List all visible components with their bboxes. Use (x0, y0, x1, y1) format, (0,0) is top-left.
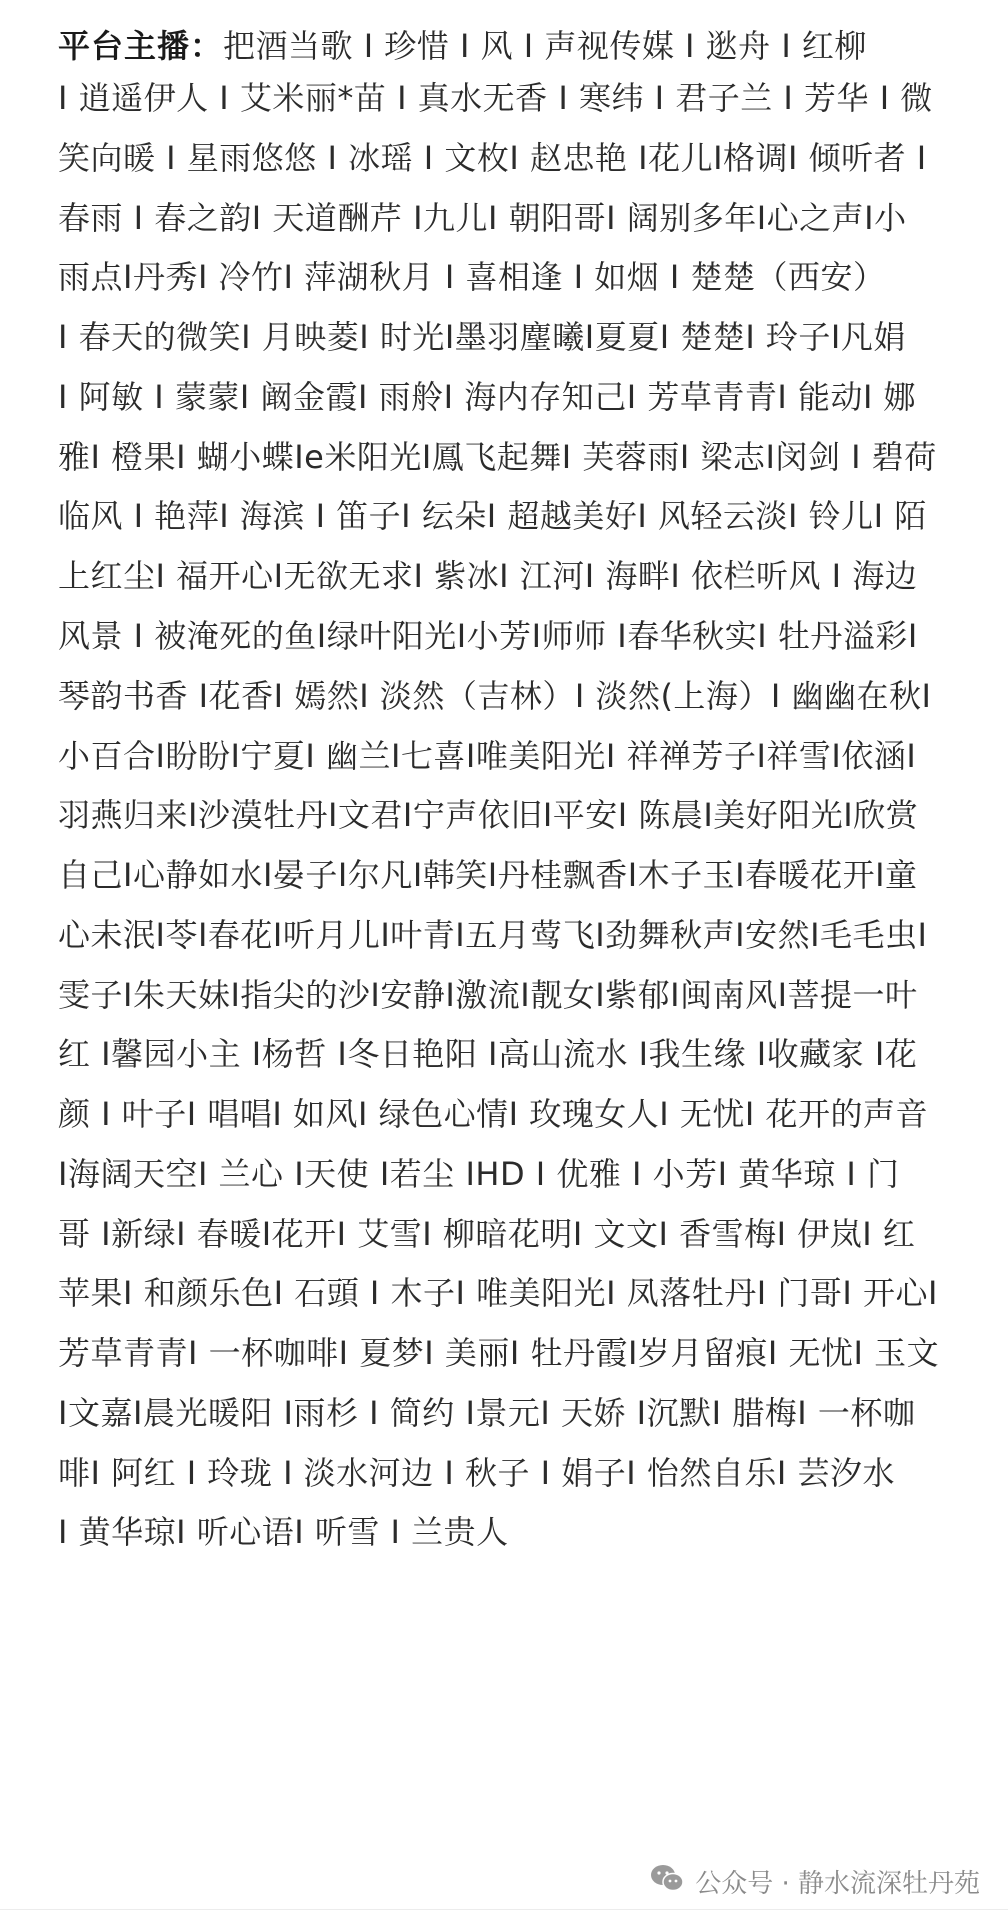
text-line: I海阔天空I 兰心 I天使 I若尘 IHD I 优雅 I 小芳I 黄华琼 I 门 (58, 1155, 900, 1193)
text-line: 琴韵书香 I花香I 嫣然I 淡然（吉林）I 淡然(上海）I 幽幽在秋I (58, 677, 932, 715)
text-line: 临风 I 艳萍I 海滨 I 笛子I 纭朵I 超越美好I 风轻云淡I 铃儿I 陌 (58, 497, 927, 535)
text-line: 啡I 阿红 I 玲珑 I 淡水河边 I 秋子 I 娟子I 怡然自乐I 芸汐水 (58, 1454, 895, 1492)
text-line-1 (58, 21, 867, 71)
wechat-icon (649, 1863, 685, 1900)
watermark-text: 公众号 · 静水流深牡丹苑 (695, 1868, 980, 1899)
text-line: 哥 I新绿I 春暖I花开I 艾雪I 柳暗花明I 文文I 香雪梅I 伊岚I 红 (58, 1215, 916, 1253)
text-line: 雯子I朱天妹I指尖的沙I安静I激流I靓女I紫郁I闽南风I菩提一叶 (58, 976, 918, 1014)
text-line: 颜 I 叶子I 唱唱I 如风I 绿色心情I 玫瑰女人I 无忧I 花开的声音 (58, 1095, 928, 1133)
section-label: 平台主播： (58, 27, 224, 65)
text-line-1-content: 把酒当歌 I 珍惜 I 风 I 声视传媒 I 逖舟 I 红柳 (223, 27, 867, 65)
text-line: I 春天的微笑I 月映菱I 时光I墨羽麈曦I夏夏I 楚楚I 玲子I凡娟 (58, 318, 906, 356)
text-line: 风景 I 被淹死的鱼I绿叶阳光I小芳I师师 I春华秋实I 牡丹溢彩I (58, 617, 918, 655)
text-line: 红 I馨园小主 I杨哲 I冬日艳阳 I高山流水 I我生缘 I收藏家 I花 (58, 1035, 918, 1073)
text-line: 笑向暖 I 星雨悠悠 I 冰瑶 I 文枚I 赵忠艳 I花儿I格调I 倾听者 I (58, 139, 927, 177)
text-line: 自己I心静如水I晏子I尔凡I韩笑I丹桂飘香I木子玉I春暖花开I童 (58, 856, 918, 894)
text-line: 心未泯I苓I春花I听月儿I叶青I五月莺飞I劲舞秋声I安然I毛毛虫I (58, 916, 928, 954)
text-line: 雨点I丹秀I 冷竹I 萍湖秋月 I 喜相逢 I 如烟 I 楚楚（西安） (58, 258, 886, 296)
text-line: I 逍遥伊人 I 艾米丽*苗 I 真水无香 I 寒纬 I 君子兰 I 芳华 I 微 (58, 79, 933, 117)
bottom-divider (0, 1909, 1008, 1910)
text-line: I 阿敏 I 蒙蒙I 阚金霞I 雨舲I 海内存知己I 芳草青青I 能动I 娜 (58, 378, 917, 416)
text-line: I 黄华琼I 听心语I 听雪 I 兰贵人 (58, 1513, 509, 1551)
text-line: 苹果I 和颜乐色I 石頭 I 木子I 唯美阳光I 凤落牡丹I 门哥I 开心I (58, 1274, 938, 1312)
text-line: 上红尘I 福开心I无欲无求I 紫冰I 江河I 海畔I 依栏听风 I 海边 (58, 557, 918, 595)
text-line: 芳草青青I 一杯咖啡I 夏梦I 美丽I 牡丹霞I岁月留痕I 无忧I 玉文 (58, 1334, 940, 1372)
wechat-watermark (649, 1857, 980, 1905)
text-line: I文嘉I晨光暖阳 I雨杉 I 简约 I景元I 天娇 I沉默I 腊梅I 一杯咖 (58, 1394, 916, 1432)
text-line: 羽燕归来I沙漠牡丹I文君I宁声依旧I平安I 陈晨I美好阳光I欣赏 (58, 796, 919, 834)
text-line: 小百合I盼盼I宁夏I 幽兰I七喜I唯美阳光I 祥禅芳子I祥雪I依涵I (58, 737, 917, 775)
text-line: 雅I 橙果I 蝴小蝶Ie米阳光I鳳飞起舞I 芙蓉雨I 梁志I闵剑 I 碧荷 (58, 438, 937, 476)
text-line: 春雨 I 春之韵I 天道酬芹 I九儿I 朝阳哥I 阔别多年I心之声I小 (58, 199, 907, 237)
